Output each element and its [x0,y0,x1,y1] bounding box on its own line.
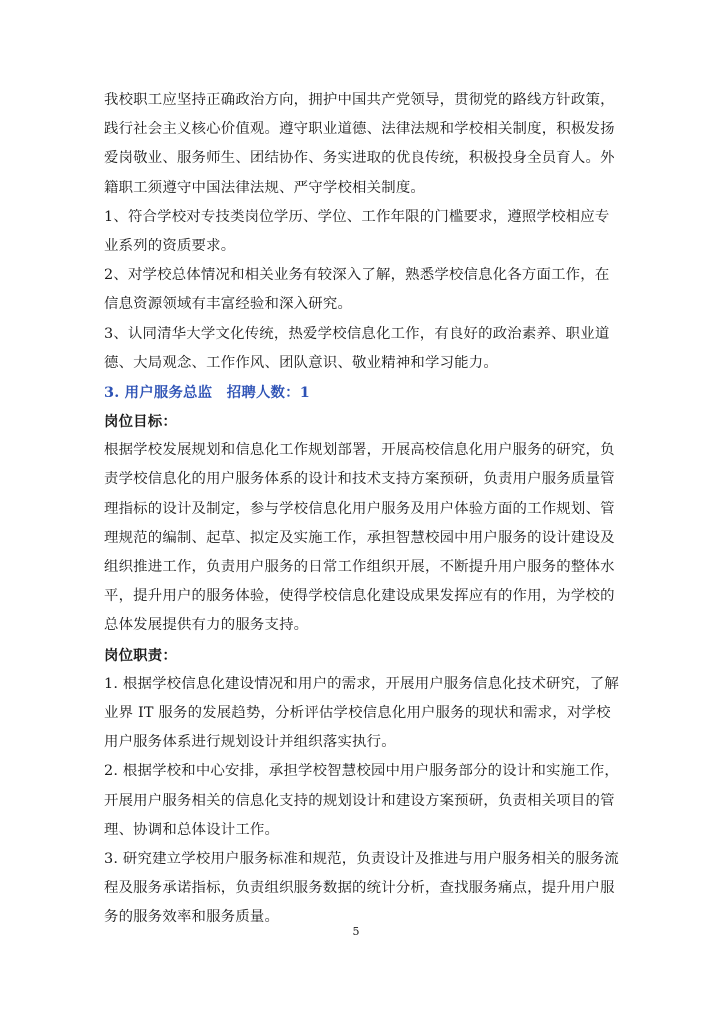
body-text-line: 程及服务承诺指标，负责组织服务数据的统计分析，查找服务痛点，提升用户服 [104,880,615,897]
body-text-line: 践行社会主义核心价值观。遵守职业道德、法律法规和学校相关制度，积极发扬 [104,121,615,138]
body-text-line: 责学校信息化的用户服务体系的设计和技术支持方案预研，负责用户服务质量管 [104,471,615,488]
body-text-line: 1、符合学校对专技类岗位学历、学位、工作年限的门槛要求，遵照学校相应专 [104,208,610,225]
body-text-line: 理、协调和总体设计工作。 [104,821,280,838]
page-number: 5 [352,925,360,938]
body-text-line: 1. 根据学校信息化建设情况和用户的需求，开展用户服务信息化技术研究，了解 [104,675,619,692]
section-heading: 岗位职责： [104,646,177,664]
body-text-line: 务的服务效率和服务质量。 [104,909,280,926]
body-text-line: 理规范的编制、起草、拟定及实施工作，承担智慧校园中用户服务的设计建设及 [104,529,615,546]
body-text-line: 理指标的设计及制定，参与学校信息化用户服务及用户体验方面的工作规划、管 [104,500,615,517]
body-text-line: 业界 IT 服务的发展趋势，分析评估学校信息化用户服务的现状和需求，对学校 [104,704,611,721]
body-text-line: 3. 研究建立学校用户服务标准和规范，负责设计及推进与用户服务相关的服务流 [104,850,619,867]
body-text-line: 籍职工须遵守中国法律法规、严守学校相关制度。 [104,179,425,196]
body-text-line: 根据学校发展规划和信息化工作规划部署，开展高校信息化用户服务的研究，负 [104,442,615,459]
body-text-line: 德、大局观念、工作作风、团队意识、敬业精神和学习能力。 [104,354,498,371]
body-text-line: 平，提升用户的服务体验，使得学校信息化建设成果发挥应有的作用，为学校的 [104,588,615,605]
document-page [104,86,619,932]
body-text-line: 3、认同清华大学文化传统，热爱学校信息化工作，有良好的政治素养、职业道 [104,325,610,342]
document-body [104,86,619,932]
body-text-line: 开展用户服务相关的信息化支持的规划设计和建设方案预研，负责相关项目的管 [104,792,615,809]
body-text-line: 信息资源领域有丰富经验和深入研究。 [104,296,353,313]
body-text-line: 业系列的资质要求。 [104,237,236,254]
body-text-line: 2. 根据学校和中心安排，承担学校智慧校园中用户服务部分的设计和实施工作， [104,763,619,780]
section-heading: 岗位目标： [104,413,177,431]
body-text-line: 组织推进工作，负责用户服务的日常工作组织开展，不断提升用户服务的整体水 [104,559,615,575]
body-text-line: 爱岗敬业、服务师生、团结协作、务实进取的优良传统，积极投身全员育人。外 [104,150,615,167]
position-heading: 3. 用户服务总监 招聘人数：1 [104,383,310,401]
body-text-line: 2、对学校总体情况和相关业务有较深入了解，熟悉学校信息化各方面工作，在 [104,267,610,284]
body-text-line: 我校职工应坚持正确政治方向，拥护中国共产党领导，贯彻党的路线方针政策， [104,92,615,108]
body-text-line: 总体发展提供有力的服务支持。 [104,617,309,634]
body-text-line: 用户服务体系进行规划设计并组织落实执行。 [104,734,396,751]
